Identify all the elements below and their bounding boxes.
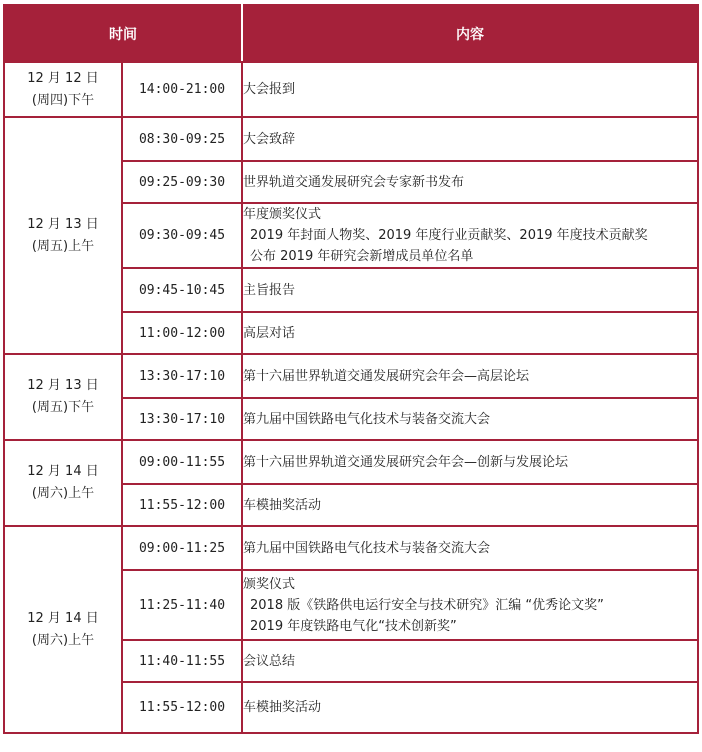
content-title: 年度颁奖仪式 bbox=[243, 207, 322, 222]
time-cell: 11:00-12:00 bbox=[122, 312, 242, 354]
content-cell bbox=[242, 203, 698, 268]
content-detail: 2018 版《铁路供电运行安全与技术研究》汇编 “优秀论文奖” bbox=[250, 597, 604, 613]
content-cell: 第十六届世界轨道交通发展研究会年会—高层论坛 bbox=[242, 354, 698, 398]
content-cell bbox=[242, 570, 698, 640]
date-cell bbox=[4, 117, 122, 354]
time-cell: 13:30-17:10 bbox=[122, 398, 242, 440]
table-row bbox=[4, 526, 698, 570]
content-cell: 车模抽奖活动 bbox=[242, 682, 698, 733]
content-title: 颁奖仪式 bbox=[243, 576, 296, 592]
date-line: 12 月 13 日 bbox=[27, 378, 99, 393]
date-cell bbox=[4, 354, 122, 440]
header-row bbox=[4, 5, 698, 62]
date-weekday: (周五)下午 bbox=[31, 400, 95, 415]
time-cell: 09:00-11:25 bbox=[122, 526, 242, 570]
table-row bbox=[4, 117, 698, 161]
content-cell: 第十六届世界轨道交通发展研究会年会—创新与发展论坛 bbox=[242, 440, 698, 484]
date-weekday: (周六)上午 bbox=[31, 486, 95, 501]
date-weekday: (周五)上午 bbox=[31, 238, 95, 254]
date-weekday: (周六)上午 bbox=[31, 632, 95, 648]
schedule-table bbox=[3, 4, 699, 734]
time-cell: 11:40-11:55 bbox=[122, 640, 242, 682]
table-row bbox=[4, 354, 698, 398]
time-cell: 09:00-11:55 bbox=[122, 440, 242, 484]
header-content: 内容 bbox=[242, 5, 698, 62]
date-line: 12 月 12 日 bbox=[27, 70, 99, 86]
content-detail: 2019 年度铁路电气化“技术创新奖” bbox=[250, 618, 457, 634]
time-cell: 13:30-17:10 bbox=[122, 354, 242, 398]
content-cell: 会议总结 bbox=[242, 640, 698, 682]
content-cell: 世界轨道交通发展研究会专家新书发布 bbox=[242, 161, 698, 203]
time-cell: 11:55-12:00 bbox=[122, 484, 242, 526]
table-row bbox=[4, 62, 698, 117]
date-weekday: (周四)下午 bbox=[31, 92, 95, 108]
content-detail: 2019 年封面人物奖、2019 年度行业贡献奖、2019 年度技术贡献奖 bbox=[250, 228, 648, 243]
content-cell: 高层对话 bbox=[242, 312, 698, 354]
content-detail: 公布 2019 年研究会新增成员单位名单 bbox=[250, 249, 474, 264]
time-cell: 09:30-09:45 bbox=[122, 203, 242, 268]
time-cell: 09:25-09:30 bbox=[122, 161, 242, 203]
time-cell: 08:30-09:25 bbox=[122, 117, 242, 161]
date-line: 12 月 13 日 bbox=[27, 216, 99, 232]
content-cell: 大会报到 bbox=[242, 62, 698, 117]
content-cell: 主旨报告 bbox=[242, 268, 698, 312]
time-cell: 09:45-10:45 bbox=[122, 268, 242, 312]
content-cell: 车模抽奖活动 bbox=[242, 484, 698, 526]
date-line: 12 月 14 日 bbox=[27, 610, 99, 626]
content-cell: 第九届中国铁路电气化技术与装备交流大会 bbox=[242, 526, 698, 570]
time-cell: 11:55-12:00 bbox=[122, 682, 242, 733]
date-cell bbox=[4, 440, 122, 526]
table-row bbox=[4, 440, 698, 484]
time-cell: 14:00-21:00 bbox=[122, 62, 242, 117]
time-cell: 11:25-11:40 bbox=[122, 570, 242, 640]
date-cell bbox=[4, 62, 122, 117]
date-cell bbox=[4, 526, 122, 733]
content-cell: 大会致辞 bbox=[242, 117, 698, 161]
content-cell: 第九届中国铁路电气化技术与装备交流大会 bbox=[242, 398, 698, 440]
header-time: 时间 bbox=[4, 5, 242, 62]
date-line: 12 月 14 日 bbox=[27, 464, 99, 479]
